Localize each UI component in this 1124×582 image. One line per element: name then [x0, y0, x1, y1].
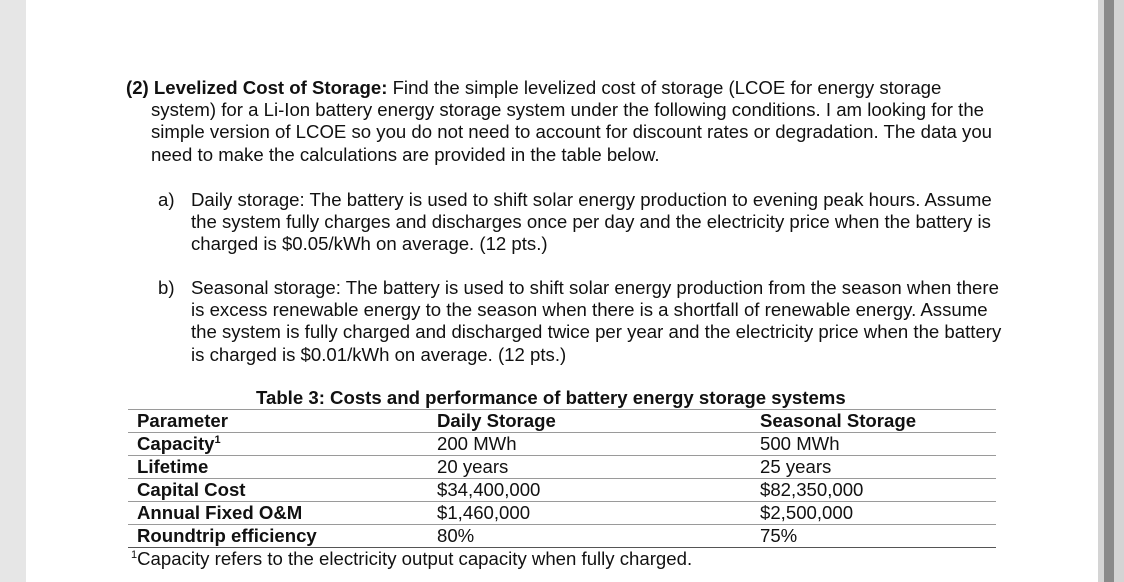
table-header-row — [128, 410, 996, 433]
row-parameter: Annual Fixed O&M — [128, 502, 433, 525]
table-row — [128, 502, 996, 525]
row-parameter — [128, 433, 433, 456]
row-seasonal-value: 25 years — [751, 456, 996, 479]
part-a — [158, 189, 1008, 256]
part-b-text: Seasonal storage: The battery is used to shift solar energy production from the season when there is excess renewable energy to the season when there is a shortfall of renewable energy. Assume the system is fully charged and discharged twice per year and the electricity price when the battery is charged is $0.01/kWh on average. (12 pts.) — [191, 277, 1002, 365]
table-footnote — [131, 548, 692, 570]
part-a-marker: a) — [158, 189, 175, 210]
question-2 — [126, 77, 1006, 166]
row-daily-value: 200 MWh — [433, 433, 751, 456]
header-daily-storage: Daily Storage — [433, 410, 751, 433]
table-row — [128, 479, 996, 502]
question-text: Find the simple levelized cost of storage (LCOE for energy storage system) for a Li-Ion battery energy storage system under the following conditions. I am looking for the simple version of LCOE so you do not need to account for discount rates or degradation. The data you need to make the calculations are provided in the table below. — [151, 77, 993, 165]
footnote-text: Capacity refers to the electricity output capacity when fully charged. — [137, 548, 693, 569]
footnote-marker: 1 — [131, 549, 138, 561]
row-daily-value: $34,400,000 — [433, 479, 751, 502]
question-lead — [126, 77, 1006, 166]
row-seasonal-value: 500 MWh — [751, 433, 996, 456]
row-parameter: Lifetime — [128, 456, 433, 479]
row-parameter: Capital Cost — [128, 479, 433, 502]
question-number: (2) — [126, 77, 149, 98]
part-b — [158, 277, 1008, 366]
header-seasonal-storage: Seasonal Storage — [751, 410, 996, 433]
row-daily-value: 20 years — [433, 456, 751, 479]
table-row — [128, 456, 996, 479]
scrollbar-thumb[interactable] — [1104, 0, 1114, 582]
footnote-ref: 1 — [214, 434, 221, 446]
page-margin-left — [0, 0, 26, 582]
row-parameter: Roundtrip efficiency — [128, 525, 433, 548]
row-seasonal-value: 75% — [751, 525, 996, 548]
row-seasonal-value: $82,350,000 — [751, 479, 996, 502]
row-seasonal-value: $2,500,000 — [751, 502, 996, 525]
row-daily-value: $1,460,000 — [433, 502, 751, 525]
table-title: Table 3: Costs and performance of battery energy storage systems — [256, 387, 846, 408]
table-row — [128, 525, 996, 548]
header-parameter: Parameter — [128, 410, 433, 433]
table-row — [128, 433, 996, 456]
parameter-label: Capacity — [137, 433, 215, 454]
question-title: Levelized Cost of Storage: — [153, 77, 388, 98]
part-a-text: Daily storage: The battery is used to shift solar energy production to evening peak hours. Assume the system fully charges and discharges once per day and the electricity price when the battery is charged is $0.05/kWh on average. (12 pts.) — [191, 189, 992, 255]
battery-storage-table — [128, 409, 996, 548]
part-b-marker: b) — [158, 277, 175, 298]
row-daily-value: 80% — [433, 525, 751, 548]
